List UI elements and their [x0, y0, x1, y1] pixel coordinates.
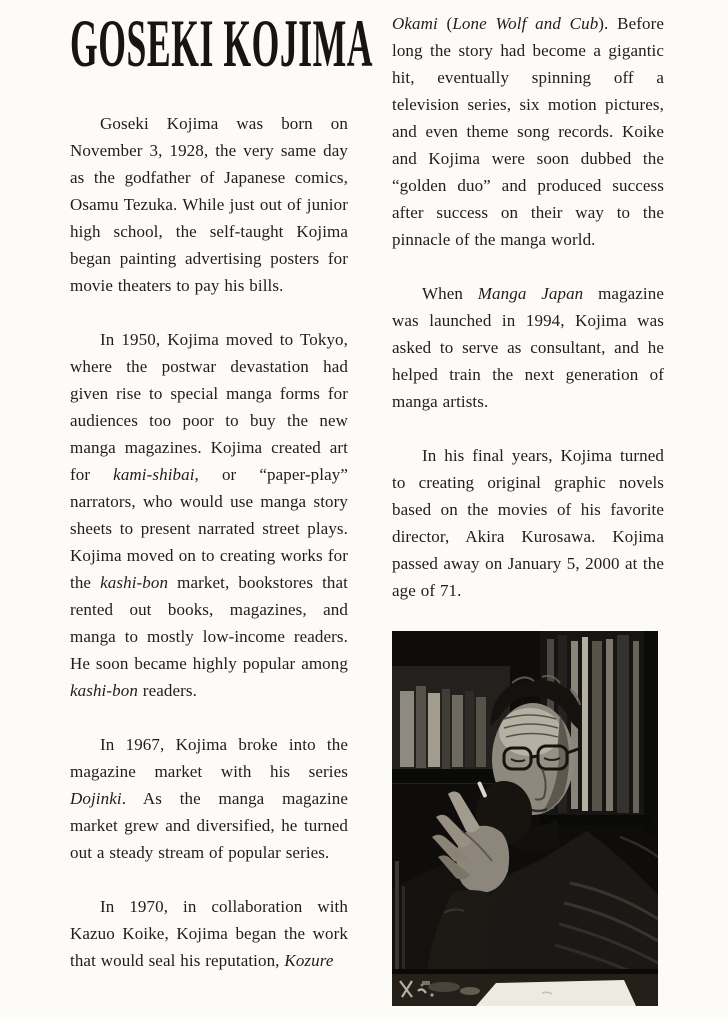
left-column	[70, 6, 374, 1019]
bio-paragraph-lone-wolf: Okami (Lone Wolf and Cub). Before long the story had become a gigantic hit, eventually spinning off a television series, six motion pictures, and even theme song records. Koike and Kojima were soon dubbed the “golden duo” and produced success after success on their way to the pinnacle of the manga world.	[392, 14, 664, 249]
portrait-photo-illustration	[392, 631, 658, 1006]
bio-paragraph-1950-tokyo: In 1950, Kojima moved to Tokyo, where the postwar devastation had given rise to special manga forms for audiences too poor to buy the new manga magazines. Kojima created art for kami-shibai, or “paper-play” narrators, who would use manga story sheets to present narrated street plays. Kojima moved on to creating works for the kashi-bon market, bookstores that rented out books, magazines, and manga to mostly low-income readers. He soon became highly popular among kashi-bon readers.	[70, 330, 348, 700]
bio-paragraph-final-years: In his final years, Kojima turned to creating original graphic novels based on the movies of his favorite director, Akira Kurosawa. Kojima passed away on January 5, 2000 at the age of 71.	[392, 446, 664, 600]
bio-paragraph-manga-japan: When Manga Japan magazine was launched in 1994, Kojima was asked to serve as consultant, and he helped train the next generation of manga artists.	[392, 284, 664, 411]
kojima-portrait-photo	[392, 631, 658, 1006]
right-column	[392, 10, 664, 1019]
page-title: GOSEKI KOJIMA	[70, 6, 374, 82]
bio-paragraph-1967-magazines: In 1967, Kojima broke into the magazine market with his series Dojinki. As the manga magazine market grew and diversified, he turned out a steady stream of popular series.	[70, 735, 348, 862]
bio-paragraph-birth: Goseki Kojima was born on November 3, 1928, the very same day as the godfather of Japanese comics, Osamu Tezuka. While just out of junior high school, the self-taught Kojima began painting advertising posters for movie theaters to pay his bills.	[70, 114, 348, 295]
desk-and-paper	[392, 969, 658, 1006]
bio-paragraph-1970-koike: In 1970, in collaboration with Kazuo Koike, Kojima began the work that would seal his reputation, Kozure	[70, 897, 348, 970]
